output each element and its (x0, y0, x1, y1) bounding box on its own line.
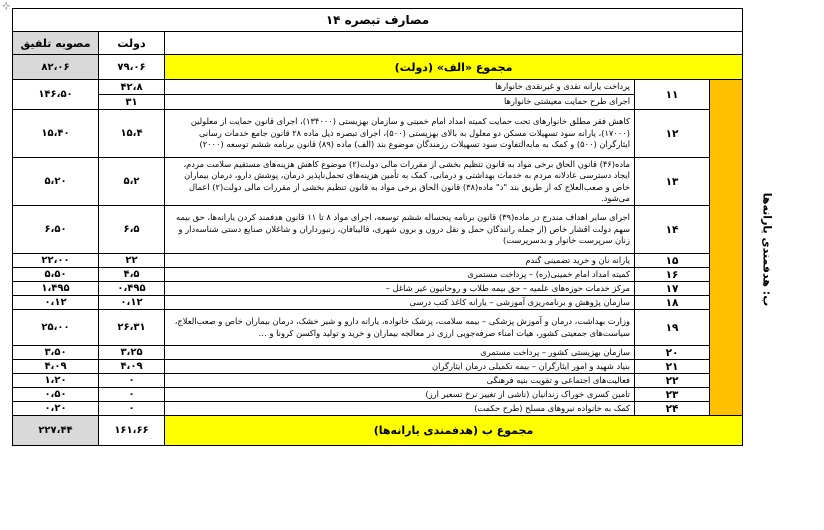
row-number: ۲۱ (635, 360, 710, 374)
row-talfiq: ۰،۵۰ (13, 388, 99, 402)
row-dolat: ۴،۰۹ (99, 360, 165, 374)
row-talfiq: ۰،۲۰ (13, 402, 99, 416)
table-row (13, 360, 743, 374)
row-talfiq: ۵،۵۰ (13, 268, 99, 282)
row-dolat: ۰،۴۹۵ (99, 282, 165, 296)
row-dolat: ۰ (99, 402, 165, 416)
row-description: کمیته امداد امام خمینی(ره) – پرداخت مستمری (165, 268, 635, 282)
row-description: پرداخت یارانه نقدی و غیرنقدی خانوارها (165, 80, 635, 95)
table-row (13, 80, 743, 95)
row-talfiq: ۴،۰۹ (13, 360, 99, 374)
table-row (13, 296, 743, 310)
row-number: ۱۱ (635, 80, 710, 110)
row-dolat: ۳،۲۵ (99, 346, 165, 360)
row-dolat: ۳۱ (99, 95, 165, 110)
header-talfiq: مصوبه تلفیق (13, 32, 99, 55)
sum-be-label: مجموع ب (هدفمندی یارانه‌ها) (165, 416, 743, 446)
row-talfiq: ۵،۲۰ (13, 158, 99, 206)
table-select-handle-icon[interactable]: ⊹ (2, 1, 11, 12)
sum-alef-row (13, 55, 743, 80)
row-dolat: ۱۵،۴ (99, 110, 165, 158)
row-number: ۱۲ (635, 110, 710, 158)
row-dolat: ۵،۲ (99, 158, 165, 206)
sum-alef-label: مجموع «الف» (دولت) (165, 55, 743, 80)
row-talfiq: ۲۵،۰۰ (13, 310, 99, 346)
row-number: ۲۳ (635, 388, 710, 402)
row-number: ۱۹ (635, 310, 710, 346)
row-number: ۱۳ (635, 158, 710, 206)
row-dolat: ۲۲ (99, 254, 165, 268)
row-number: ۱۸ (635, 296, 710, 310)
row-description: کمک به خانواده نیروهای مسلح (طرح حکمت) (165, 402, 635, 416)
row-dolat: ۶،۵ (99, 206, 165, 254)
sum-be-dolat: ۱۶۱،۶۶ (99, 416, 165, 446)
row-description: ماده(۴۶) قانون الحاق برخی مواد به قانون تنظیم بخشی از مقررات مالی دولت(۲) موضوع کاهش هزینه‌های مستقیم سلامت مردم، ایجاد دسترسی عادلانه مردم به خدمات بهداشتی و درمانی، کمک به تأمین هزینه‌های تحمل‌ناپذیر درمان، پوشش دارو، درمان بیماران خاص و صعب‌العلاج که از طریق بند "د" ماده(۳۸) قانون الحاق برخی مواد به قانون تنظیم بخشی از مقررات مالی دولت(۲) اعمال می‌شود. (165, 158, 635, 206)
header-dolat: دولت (99, 32, 165, 55)
sum-be-talfiq: ۲۲۷،۴۴ (13, 416, 99, 446)
table-row (13, 282, 743, 296)
table-row (13, 206, 743, 254)
row-number: ۲۰ (635, 346, 710, 360)
table-row (13, 402, 743, 416)
row-talfiq: ۱۴۶،۵۰ (13, 80, 99, 110)
table-row (13, 110, 743, 158)
row-dolat: ۴۲،۸ (99, 80, 165, 95)
table-row (13, 95, 743, 110)
table-row (13, 374, 743, 388)
row-description: بنیاد شهید و امور ایثارگران – بیمه تکمیلی درمان ایثارگران (165, 360, 635, 374)
row-description: کاهش فقر مطلق خانوارهای تحت حمایت کمیته امداد امام خمینی و سازمان بهزیستی (۱۳۴۰۰۰)، اجرای قانون حمایت از معلولین (۱۷۰۰۰)، یارانه سود تسهیلات مسکن دو معلول به بالای بهزیستی (۵۰۰)، اجرای تبصره ذیل ماده ۲۸ قانون جامع خدمات رسانی ایثارگران (۵۰۰) و کمک به مابه‌التفاوت سود تسهیلات رزمندگان موضوع بند (الف) ماده (۸۹) قانون برنامه ششم توسعه (۲۰۰۰) (165, 110, 635, 158)
budget-table (12, 8, 774, 446)
side-category-cell (710, 80, 774, 416)
row-description: یارانه نان و خرید تضمینی گندم (165, 254, 635, 268)
row-talfiq: ۱،۴۹۵ (13, 282, 99, 296)
row-description: وزارت بهداشت، درمان و آموزش پزشکی – بیمه سلامت، پزشک خانواده، یارانه دارو و شیر خشک، درمان بیماران خاص و صعب‌العلاج، سیاست‌های جمعیتی کشور، هیات امناء صرفه‌جویی ارزی در معالجه بیماران و خرید و تولید واکسن کرونا و … (165, 310, 635, 346)
row-number: ۱۴ (635, 206, 710, 254)
row-dolat: ۴،۵ (99, 268, 165, 282)
row-number: ۱۵ (635, 254, 710, 268)
row-description: تامین کسری خوراک زندانیان (ناشی از تغییر نرخ تسعیر ارز) (165, 388, 635, 402)
row-talfiq: ۱،۲۰ (13, 374, 99, 388)
row-dolat: ۰ (99, 388, 165, 402)
row-number: ۲۲ (635, 374, 710, 388)
side-category-label: ب: هدفمندی یارانه‌ها (760, 192, 774, 307)
table-row (13, 388, 743, 402)
row-talfiq: ۶،۵۰ (13, 206, 99, 254)
row-description: فعالیت‌های اجتماعی و تقویت بنیه فرهنگی (165, 374, 635, 388)
row-dolat: ۰ (99, 374, 165, 388)
row-talfiq: ۲۲،۰۰ (13, 254, 99, 268)
row-description: اجرای طرح حمایت معیشتی خانوارها (165, 95, 635, 110)
sum-alef-talfiq: ۸۲،۰۶ (13, 55, 99, 80)
row-number: ۱۷ (635, 282, 710, 296)
row-description: اجرای سایر اهداف مندرج در ماده(۳۹) قانون برنامه پنجساله ششم توسعه، اجرای مواد ۸ تا ۱۱ قانون هدفمند کردن یارانه‌ها، حق بیمه سهم دولت اقشار خاص (از جمله رانندگان حمل و نقل درون و برون شهری، قالیبافان، زنبورداران و شاغلان صنایع دستی شناسه‌دار و زنان سرپرست خانوار و بدسرپرست) (165, 206, 635, 254)
row-number: ۱۶ (635, 268, 710, 282)
header-empty (165, 32, 743, 55)
table-row (13, 310, 743, 346)
row-number: ۲۴ (635, 402, 710, 416)
row-talfiq: ۱۵،۴۰ (13, 110, 99, 158)
row-talfiq: ۰،۱۲ (13, 296, 99, 310)
row-description: سازمان بهزیستی کشور – پرداخت مستمری (165, 346, 635, 360)
table-row (13, 254, 743, 268)
row-dolat: ۲۶،۳۱ (99, 310, 165, 346)
row-talfiq: ۳،۵۰ (13, 346, 99, 360)
table-title: مصارف تبصره ۱۴ (13, 9, 743, 32)
row-description: مرکز خدمات حوزه‌های علمیه – حق بیمه طلاب و روحانیون غیر شاغل – (165, 282, 635, 296)
row-dolat: ۰،۱۲ (99, 296, 165, 310)
table-row (13, 158, 743, 206)
row-description: سازمان پژوهش و برنامه‌ریزی آموزشی – یارانه کاغذ کتب درسی (165, 296, 635, 310)
sum-be-row (13, 416, 743, 446)
sum-alef-dolat: ۷۹،۰۶ (99, 55, 165, 80)
table-row (13, 346, 743, 360)
table-row (13, 268, 743, 282)
